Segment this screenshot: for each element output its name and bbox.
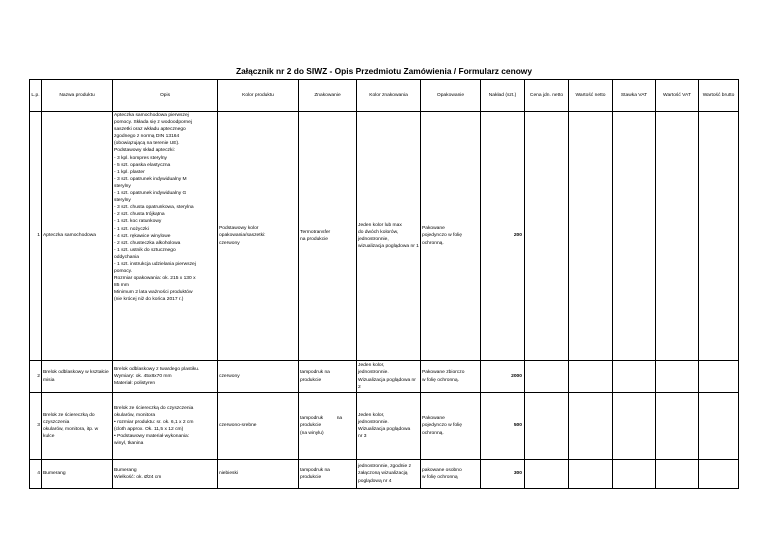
marking-line: tampodruk na xyxy=(300,467,330,473)
header-nazwa: Nazwa produktu xyxy=(42,80,113,112)
marking-color-line: Jeden kolor, xyxy=(358,412,385,418)
description-line: Materiał: polistyren xyxy=(114,381,156,387)
description-line: Podstawowy skład apteczki: xyxy=(114,148,175,154)
marking-line: (na winylu) xyxy=(300,430,324,436)
product-name-cell: Bumerang xyxy=(42,460,113,489)
unit-price-cell[interactable] xyxy=(525,361,569,393)
description-line: Minimum 2 lata ważności produktów xyxy=(114,290,193,296)
marking-color-line: Wizualizacja poglądowa nr xyxy=(358,377,416,383)
marking-cell xyxy=(299,112,357,361)
marking-color-line: do dwóch kolorów, xyxy=(358,229,399,235)
table-row xyxy=(30,393,739,460)
description-line: oddychania xyxy=(114,254,140,260)
gross-value-cell[interactable] xyxy=(699,361,739,393)
description-line: Apteczka samochodowa pierwszej xyxy=(114,113,189,118)
net-value-cell[interactable] xyxy=(569,361,613,393)
description-line: Rozmiar opakowania: ok. 215 x 130 x xyxy=(114,276,196,282)
marking-color-cell xyxy=(357,393,421,460)
marking-color-cell xyxy=(357,361,421,393)
marking-cell xyxy=(299,361,357,393)
marking-line: produkcie xyxy=(300,377,322,383)
description-cell xyxy=(113,460,218,489)
description-line: - 2 szt. chusteczka alkoholowa xyxy=(114,240,181,246)
vat-rate-cell[interactable] xyxy=(613,361,656,393)
description-line: - 4 szt. rękawice winylowe xyxy=(114,233,171,239)
description-line: - 1 szt. ustnik do sztucznego xyxy=(114,247,176,253)
vat-value-cell[interactable] xyxy=(656,460,699,489)
description-cell xyxy=(113,393,218,460)
marking-color-line: Jeden kolor, xyxy=(358,363,385,369)
vat-value-cell[interactable] xyxy=(656,393,699,460)
description-line: - 3 szt. chusta opatrunkowa, sterylna xyxy=(114,205,194,211)
description-line: Brelok odblaskowy z twardego plastiku. xyxy=(114,366,200,372)
product-color-cell: czerwono-srebne xyxy=(218,393,299,460)
table-row xyxy=(30,460,739,489)
description-line: - 1 kpl. plaster xyxy=(114,169,145,175)
color-line: Podstawowy kolor xyxy=(219,226,259,232)
header-kolor: Kolor produktu xyxy=(218,80,299,112)
description-line: (nie krócej niż do końca 2017 r.) xyxy=(114,297,184,303)
marking-line: na produkcie xyxy=(300,237,329,242)
description-line: sterylny xyxy=(114,183,131,189)
document-title: Załącznik nr 2 do SIWZ - Opis Przedmiotu Zamówienia / Formularz cenowy xyxy=(236,66,532,76)
lp-cell: 2 xyxy=(30,361,42,393)
marking-line: tampodruk na xyxy=(300,416,343,422)
product-name-line: misia xyxy=(43,377,55,383)
price-form-table xyxy=(29,79,739,489)
marking-line: produkcie xyxy=(300,475,322,480)
packaging-line: ochronną. xyxy=(422,240,444,246)
packaging-line: Pakowane zbiorczo xyxy=(422,370,465,376)
packaging-line: pojedynczo w folię xyxy=(422,233,462,239)
net-value-cell[interactable] xyxy=(569,393,613,460)
color-line: czerwony xyxy=(219,240,240,246)
description-line: • Podstawowy materiał wykonania: xyxy=(114,434,190,440)
quantity-cell: 2000 xyxy=(481,361,525,393)
product-name-line: okularów, monitora, itp. w xyxy=(43,427,99,432)
marking-color-cell xyxy=(357,112,421,361)
header-wartosc-brutto: Wartość brutto xyxy=(699,80,739,112)
marking-color-cell xyxy=(357,460,421,489)
gross-value-cell[interactable] xyxy=(699,460,739,489)
gross-value-cell[interactable] xyxy=(699,393,739,460)
description-line: (obowiązującą na terenie UE). xyxy=(114,141,180,147)
color-line: opakowania/saszetki: xyxy=(219,233,266,239)
description-line: pomocy. xyxy=(114,269,133,275)
packaging-cell xyxy=(421,361,481,393)
description-line: - 1 szt. opatrunek indywidualny G xyxy=(114,191,187,197)
marking-color-line: 2 xyxy=(358,384,361,390)
description-line: Wymiary: ok. 45x8x70 mm xyxy=(114,373,172,379)
marking-color-line: załączoną wizualizacją xyxy=(358,471,408,477)
product-name-cell xyxy=(42,393,113,460)
marking-color-line: wizualizacja poglądowa nr 1 xyxy=(358,244,419,250)
header-lp: L.p. xyxy=(30,80,42,112)
packaging-line: w folię ochronną. xyxy=(422,377,459,383)
marking-color-line: nr 3 xyxy=(358,434,367,440)
product-color-cell: czerwony xyxy=(218,361,299,393)
unit-price-cell[interactable] xyxy=(525,112,569,361)
description-line: - 2 szt. chusta trójkątna xyxy=(114,212,165,218)
description-cell xyxy=(113,112,218,361)
quantity-cell: 200 xyxy=(481,112,525,361)
product-name-line: Brelok odblaskowy w kształcie xyxy=(43,370,109,376)
quantity-cell: 300 xyxy=(481,460,525,489)
packaging-line: w folię ochronną xyxy=(422,475,458,480)
header-wartosc-vat: Wartość VAT xyxy=(656,80,699,112)
header-cena: Cena jdn. netto xyxy=(525,80,569,112)
description-line: sterylny xyxy=(114,198,131,204)
marking-cell xyxy=(299,460,357,489)
description-line: (cloth approx. Ok. 11,5 x 12 cm) xyxy=(114,427,184,432)
packaging-line: Pakowane xyxy=(422,416,445,422)
header-row xyxy=(30,80,739,112)
product-name-line: Brelok ze ściereczką do xyxy=(43,412,95,418)
marking-color-line: jednostronnie, zgodnie z xyxy=(358,464,412,470)
marking-color-line: Wizualizacja poglądowa xyxy=(358,427,411,432)
product-name-cell xyxy=(42,361,113,393)
net-value-cell[interactable] xyxy=(569,460,613,489)
description-line: 85 mm xyxy=(114,283,129,289)
description-line: • rozmiar produktu: sr. ok. 6,1 x 2 cm xyxy=(114,419,194,425)
description-line: - 1 szt. nożyczki xyxy=(114,226,149,232)
table-row xyxy=(30,361,739,393)
marking-line: produkcie xyxy=(300,423,322,429)
packaging-line: pojedynczo w folię xyxy=(422,423,462,429)
header-kolor-znakowania: Kolor znakowania xyxy=(357,80,421,112)
product-color-cell xyxy=(218,112,299,361)
marking-color-line: poglądową nr 4 xyxy=(358,478,392,484)
description-cell xyxy=(113,361,218,393)
description-line: saszetki oraz wkładu aptecznego xyxy=(114,127,186,133)
vat-value-cell[interactable] xyxy=(656,361,699,393)
description-line: - 1 szt. koc ratunkowy xyxy=(114,219,162,225)
packaging-line: pakowane osobno xyxy=(422,467,462,473)
description-line: pomocy. Składa się z wodoodpornej xyxy=(114,120,192,126)
product-name-line: czyszczenia xyxy=(43,419,70,425)
description-line: - 1 szt. instrukcja udzielania pierwszej xyxy=(114,261,196,267)
marking-color-line: jednostronnie. xyxy=(358,370,389,376)
marking-cell xyxy=(299,393,357,460)
packaging-cell xyxy=(421,393,481,460)
unit-price-cell[interactable] xyxy=(525,460,569,489)
product-name-cell: Apteczka samochodowa xyxy=(42,112,113,361)
marking-line: tampodruk na xyxy=(300,370,330,376)
header-znakowanie: Znakowanie xyxy=(299,80,357,112)
unit-price-cell[interactable] xyxy=(525,393,569,460)
marking-color-line: Jeden kolor lub max xyxy=(358,222,402,228)
vat-rate-cell[interactable] xyxy=(613,112,656,361)
lp-cell: 1 xyxy=(30,112,42,361)
packaging-cell xyxy=(421,460,481,489)
product-color-cell: niebieski xyxy=(218,460,299,489)
description-line: Bumerang xyxy=(114,467,137,473)
marking-line: Termotransfer xyxy=(300,229,331,235)
description-line: - 3 kpl. kompres sterylny xyxy=(114,155,167,161)
quantity-cell: 500 xyxy=(481,393,525,460)
marking-color-line: jednostronnie. xyxy=(358,419,389,425)
description-line: Brelok ze ściereczką do czyszczenia xyxy=(114,405,194,411)
header-stawka-vat: Stawka VAT xyxy=(613,80,656,112)
description-line: zgodnego z normą DIN 13164 xyxy=(114,134,180,140)
description-line: okularów, monitora xyxy=(114,412,156,418)
vat-rate-cell[interactable] xyxy=(613,393,656,460)
packaging-line: ochronną. xyxy=(422,430,444,436)
net-value-cell[interactable] xyxy=(569,112,613,361)
table-row xyxy=(30,112,739,361)
lp-cell: 3 xyxy=(30,393,42,460)
lp-cell: 4 xyxy=(30,460,42,489)
gross-value-cell[interactable] xyxy=(699,112,739,361)
marking-color-line: jednostronnie, xyxy=(358,237,389,242)
vat-value-cell[interactable] xyxy=(656,112,699,361)
description-line: winyl, tkanina xyxy=(114,441,144,447)
description-line: - 3 szt. opatrunek indywidualny M xyxy=(114,176,187,182)
description-line: - 5 szt. opaska elastyczna xyxy=(114,162,171,168)
packaging-cell xyxy=(421,112,481,361)
description-line: Wielkość: ok. Ø24 cm xyxy=(114,475,162,480)
header-opakowanie: Opakowanie xyxy=(421,80,481,112)
header-naklad: Nakład (szt.) xyxy=(481,80,525,112)
header-wartosc-netto: Wartość netto xyxy=(569,80,613,112)
product-name-line: kulce xyxy=(43,434,55,440)
vat-rate-cell[interactable] xyxy=(613,460,656,489)
packaging-line: Pakowane xyxy=(422,226,445,232)
header-opis: Opis xyxy=(113,80,218,112)
